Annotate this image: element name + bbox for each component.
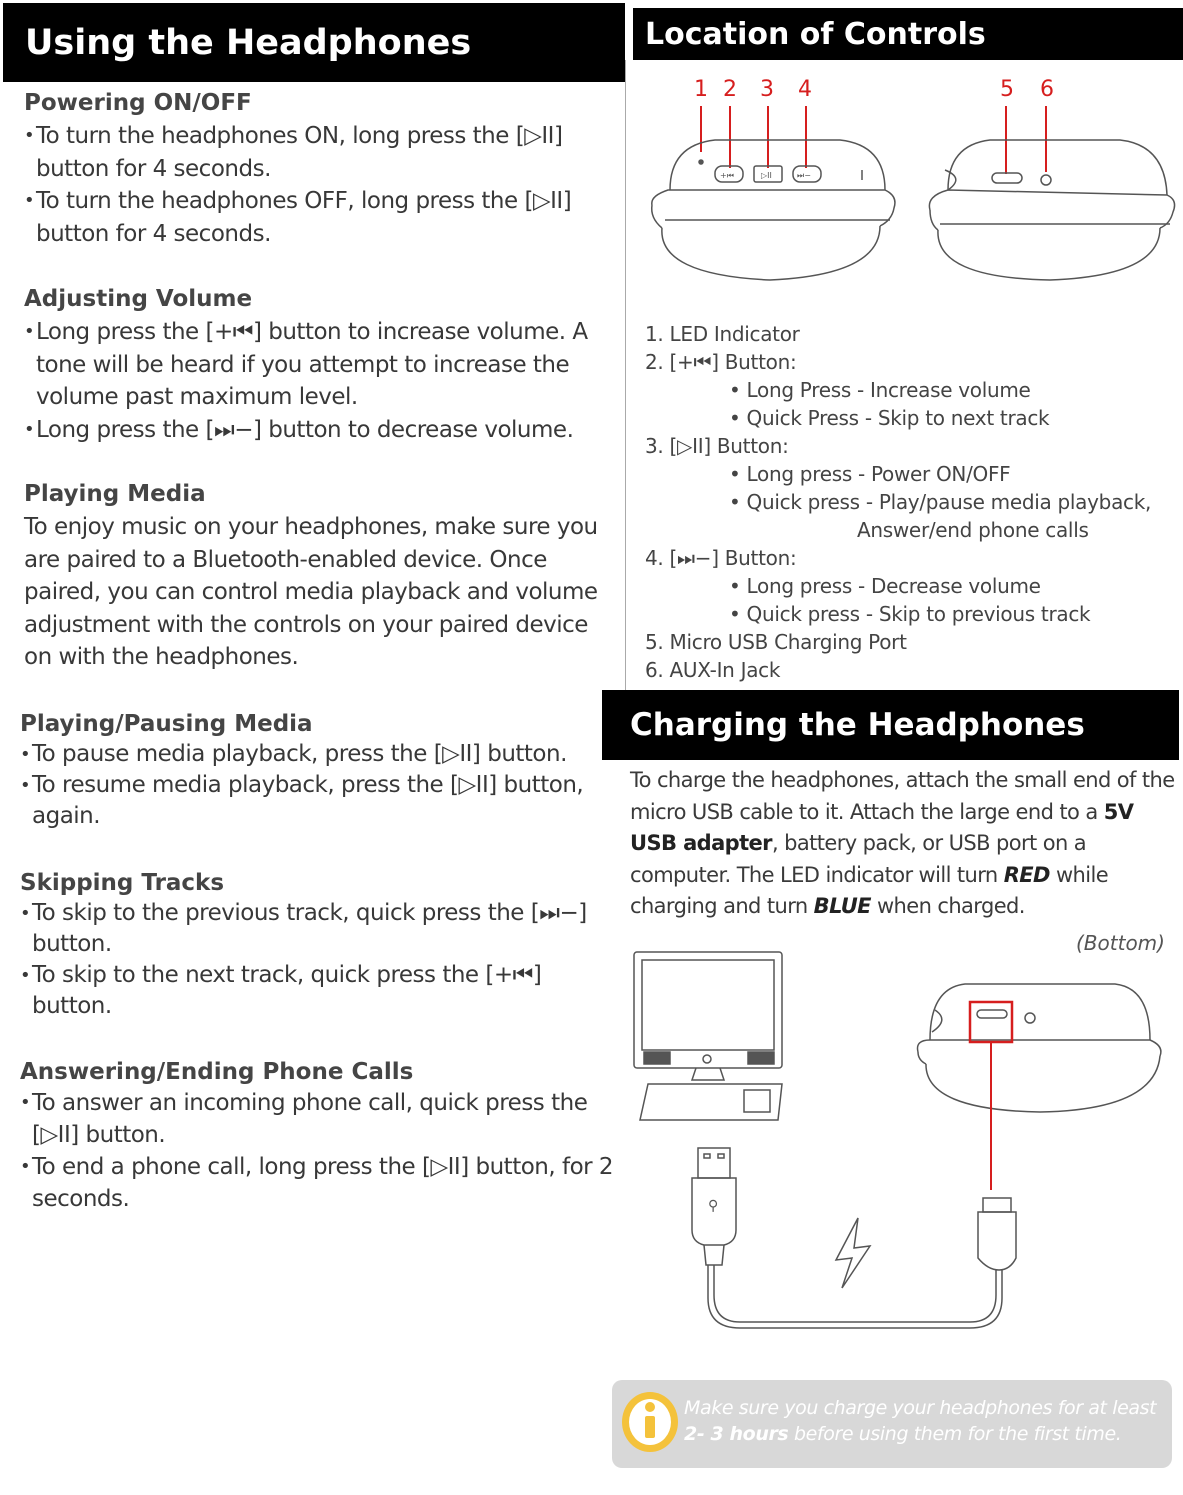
section-title: Answering/Ending Phone Calls: [20, 1059, 414, 1085]
volume-up-symbol: [+⏮]: [485, 962, 542, 988]
list-item: [24, 120, 624, 185]
section-title: Powering ON/OFF: [24, 90, 252, 116]
volume-up-symbol: [+⏮]: [205, 319, 262, 345]
control-item-3c: Answer/end phone calls: [857, 518, 1089, 542]
list-item: [20, 1087, 615, 1151]
list-item: [20, 770, 620, 832]
text: To pause media playback, press the: [32, 741, 434, 767]
list-item: [20, 739, 620, 770]
control-item-3b: • Quick press - Play/pause media playback,: [729, 490, 1152, 514]
text: Long press the: [36, 319, 206, 345]
play-pause-symbol: [▷II]: [32, 1122, 79, 1148]
usb-port-highlight: [970, 1002, 1012, 1042]
text: while charging and turn: [630, 862, 1109, 918]
control-item-2a: • Long Press - Increase volume: [729, 378, 1031, 402]
control-item-4: 4. [⏭−] Button:: [645, 546, 797, 570]
text: To skip to the next track, quick press the: [32, 962, 486, 988]
section-title: Playing/Pausing Media: [20, 711, 313, 737]
section-playing-media: [24, 479, 614, 674]
control-item-6: 6. AUX-In Jack: [645, 658, 781, 682]
control-item-3a: • Long press - Power ON/OFF: [729, 462, 1011, 486]
text-bold: 5V USB adapter: [630, 799, 1134, 855]
header-charging-the-headphones: [602, 690, 1179, 760]
control-item-3: 3. [▷II] Button:: [645, 434, 789, 458]
text: button.: [32, 931, 112, 957]
text: button.: [480, 741, 567, 767]
text: To turn the headphones ON, long press the: [36, 123, 516, 149]
callout-number-2: 2: [723, 77, 737, 102]
callout-number-1: 1: [694, 77, 708, 102]
section-adjusting-volume: [24, 284, 624, 446]
info-icon: [618, 1388, 682, 1458]
callout-number-5: 5: [1000, 77, 1014, 102]
header-using-the-headphones: [3, 3, 625, 82]
charging-diagram: [620, 940, 1180, 1340]
earcup-bottom-illustration: [918, 984, 1161, 1112]
earcup-right: [929, 140, 1174, 280]
control-item-2: 2. [+⏮] Button:: [645, 350, 797, 374]
play-pause-symbol: [▷II]: [524, 188, 572, 214]
list-item: [20, 960, 620, 1022]
play-pause-symbol: [▷II]: [421, 1154, 469, 1180]
text: To turn the headphones OFF, long press the: [36, 188, 525, 214]
control-item-1: 1. LED Indicator: [645, 322, 800, 346]
section-title: Adjusting Volume: [24, 286, 253, 312]
text: button, for 2 seconds.: [32, 1154, 614, 1212]
charging-instructions: [630, 765, 1180, 923]
text: button for 4 seconds.: [36, 155, 271, 182]
text: when charged.: [870, 894, 1025, 918]
section-powering: [24, 88, 624, 250]
text: button to decrease volume.: [261, 416, 574, 443]
volume-up-button-icon: +⏮: [720, 171, 734, 180]
section-answering-ending-calls: [20, 1057, 615, 1215]
control-item-4a: • Long press - Decrease volume: [729, 574, 1041, 598]
callout-number-6: 6: [1040, 77, 1054, 102]
text: , battery pack, or USB port on a computer. The LED indicator will turn: [630, 831, 1087, 887]
text-red-emphasis: RED: [1003, 862, 1050, 887]
header-location-of-controls: [633, 8, 1183, 60]
charging-note-text: [684, 1395, 1164, 1447]
play-pause-button-icon: ▷II: [761, 171, 772, 180]
play-pause-symbol: [▷II]: [515, 123, 563, 149]
list-item: [20, 898, 620, 960]
text: To answer an incoming phone call, quick press the: [32, 1090, 588, 1116]
volume-down-symbol: [⏭−]: [205, 416, 262, 443]
callout-number-4: 4: [798, 77, 812, 102]
control-item-4b: • Quick press - Skip to previous track: [729, 602, 1091, 626]
usb-cable-illustration: [692, 1148, 1016, 1328]
control-item-2b: • Quick Press - Skip to next track: [729, 406, 1050, 430]
column-divider: [625, 60, 626, 690]
text: To end a phone call, long press the: [32, 1154, 422, 1180]
controls-list: [645, 320, 1175, 684]
list-item: [20, 1151, 615, 1215]
section-playing-pausing: [20, 709, 620, 832]
text: before using them for the first time.: [788, 1423, 1122, 1445]
bottom-view-label: (Bottom): [1076, 931, 1165, 955]
header-location-title: Location of Controls: [645, 16, 986, 52]
section-skipping-tracks: [20, 868, 620, 1022]
text: To skip to the previous track, quick press the: [32, 900, 531, 926]
text: Long press the: [36, 416, 206, 443]
callout-number-3: 3: [760, 77, 774, 102]
header-using-title: Using the Headphones: [25, 22, 472, 63]
paragraph: To enjoy music on your headphones, make sure you are paired to a Bluetooth-enabled device. Once paired, you can control media playback and volume adjustment with the controls on your paired device on with the headphones.: [24, 514, 598, 670]
text-blue-emphasis: BLUE: [813, 894, 871, 918]
text: button.: [32, 993, 112, 1019]
headphone-controls-diagram: [640, 100, 1180, 290]
text: button to increase volume. A tone will be heard if you attempt to increase the volume past maximum level.: [36, 319, 588, 410]
control-item-5: 5. Micro USB Charging Port: [645, 630, 907, 654]
volume-down-symbol: [⏭−]: [530, 900, 587, 926]
list-item: [24, 414, 624, 447]
text: To charge the headphones, attach the small end of the micro USB cable to it. Attach the large end to a: [630, 768, 1175, 824]
text: To resume media playback, press the: [32, 772, 451, 798]
list-item: [24, 185, 624, 250]
text: button for 4 seconds.: [36, 220, 271, 247]
list-item: [24, 316, 624, 414]
usb-symbol-icon: ⚲: [708, 1198, 719, 1214]
play-pause-symbol: [▷II]: [433, 741, 481, 767]
header-charging-title: Charging the Headphones: [630, 707, 1085, 743]
text-bold: 2- 3 hours: [684, 1423, 789, 1445]
text: button, again.: [32, 772, 584, 829]
computer-illustration: [634, 952, 782, 1120]
volume-down-button-icon: ⏭−: [797, 171, 811, 180]
earcup-left: [652, 140, 895, 280]
play-pause-symbol: [▷II]: [450, 772, 497, 798]
section-title: Skipping Tracks: [20, 870, 225, 896]
text: button.: [78, 1122, 166, 1148]
section-title: Playing Media: [24, 481, 206, 507]
text: Make sure you charge your headphones for at least: [684, 1397, 1157, 1419]
